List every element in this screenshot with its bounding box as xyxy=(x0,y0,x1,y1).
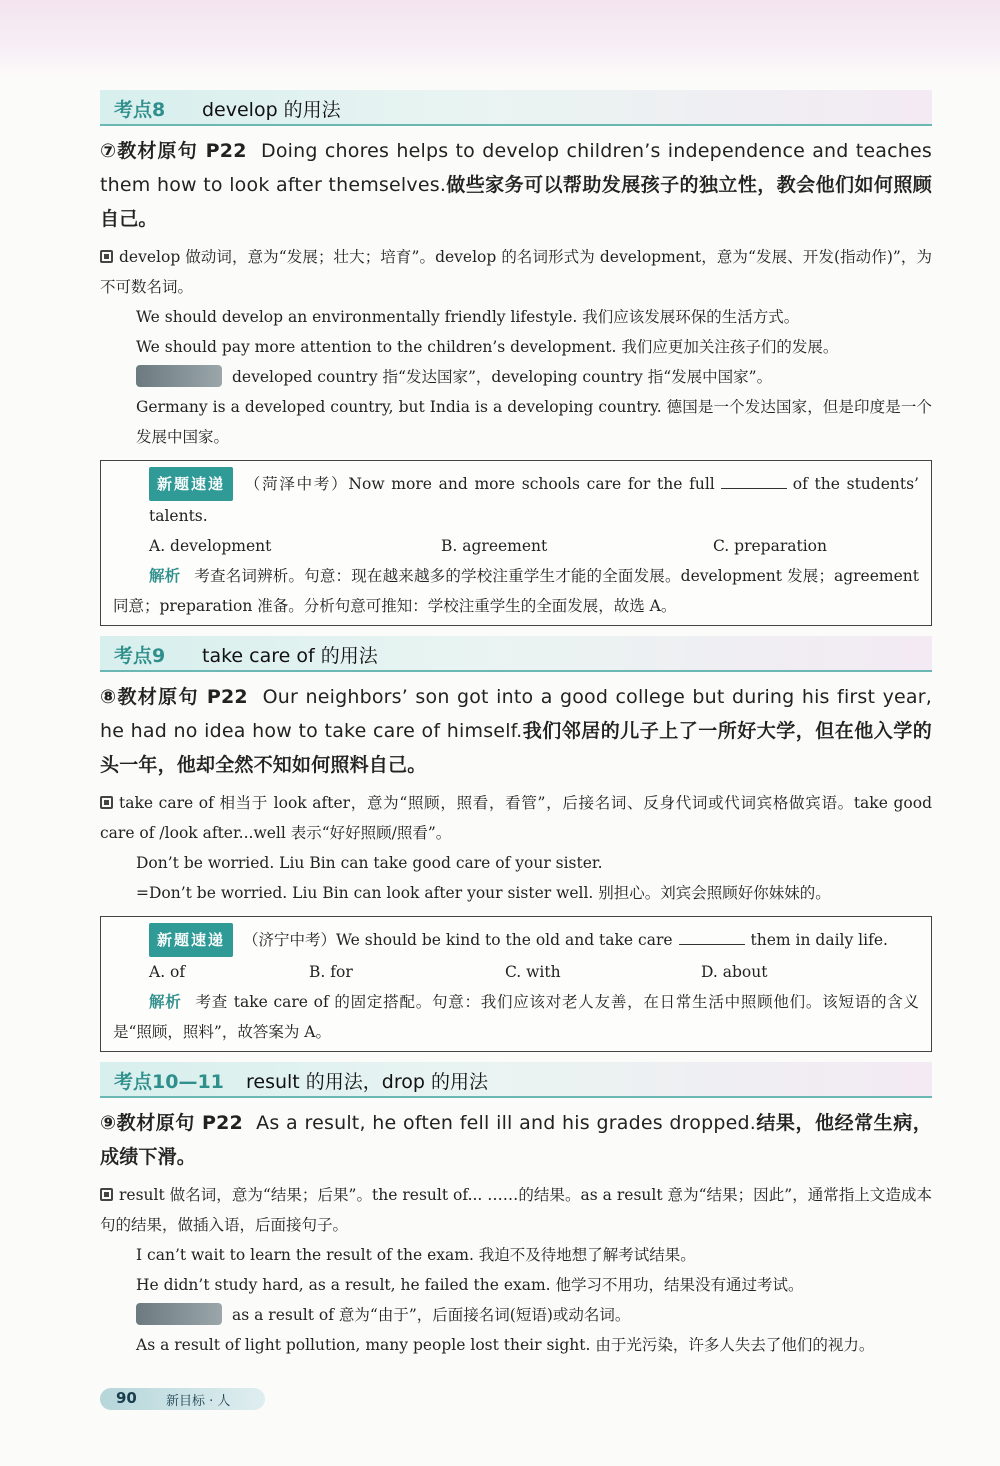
note-paragraph xyxy=(100,1180,932,1240)
page-footer xyxy=(100,1388,265,1410)
exercise-question xyxy=(113,923,919,957)
exercise-tag: 新题速递 xyxy=(149,467,233,501)
section-number: 考点10—11 xyxy=(114,1071,224,1093)
original-sentence xyxy=(100,1106,932,1174)
original-chinese: 结果，他经常生病，成绩下滑。 xyxy=(100,1112,932,1168)
explanation xyxy=(113,561,919,621)
question-text-2: of the students’ talents. xyxy=(149,475,919,525)
original-label: ⑨教材原句 P22 xyxy=(100,1112,243,1134)
original-label: ⑧教材原句 P22 xyxy=(100,686,248,708)
option-b[interactable]: B. agreement xyxy=(441,537,548,555)
extension-note xyxy=(100,362,932,392)
question-text-1: （济宁中考）We should be kind to the old and take care xyxy=(243,931,673,949)
original-english: Doing chores helps to develop children’s independence and teaches them how to look after themselves. xyxy=(100,140,932,196)
section-title: take care of 的用法 xyxy=(202,645,378,667)
original-chinese: 我们邻居的儿子上了一所好大学，但在他入学的头一年，他却全然不知如何照料自己。 xyxy=(100,720,932,776)
answer-blank[interactable] xyxy=(679,930,745,945)
extension-text: developed country 指“发达国家”，developing country 指“发展中国家”。 xyxy=(232,368,773,386)
original-sentence xyxy=(100,134,932,236)
example-sentence: We should pay more attention to the children’s development. 我们应更加关注孩子们的发展。 xyxy=(136,338,839,356)
original-english: Our neighbors’ son got into a good college but during his first year, he had no idea how to take care of himself. xyxy=(100,686,933,742)
note-icon xyxy=(100,250,113,263)
original-chinese: 做些家务可以帮助发展孩子的独立性，教会他们如何照顾自己。 xyxy=(100,174,932,230)
section-title: result 的用法，drop 的用法 xyxy=(246,1071,488,1093)
section-number: 考点8 xyxy=(114,99,166,121)
extension-text: as a result of 意为“由于”，后面接名词(短语)或动名词。 xyxy=(232,1306,631,1324)
section-title: develop 的用法 xyxy=(202,99,341,121)
original-sentence xyxy=(100,680,932,782)
explanation-label: 解析 xyxy=(149,993,182,1011)
explanation-label: 解析 xyxy=(149,567,181,585)
option-d[interactable]: D. about xyxy=(701,963,768,981)
explanation xyxy=(113,987,919,1047)
example-sentence: As a result of light pollution, many people lost their sight. 由于光污染，许多人失去了他们的视力。 xyxy=(136,1336,875,1354)
exercise-question xyxy=(113,467,919,531)
options-row xyxy=(113,531,919,561)
note-text: develop 做动词，意为“发展；壮大；培育”。develop 的名词形式为 development，意为“发展、开发(指动作)”，为不可数名词。 xyxy=(100,248,932,296)
option-a[interactable]: A. of xyxy=(149,963,186,981)
option-b[interactable]: B. for xyxy=(309,963,353,981)
example-sentence: I can’t wait to learn the result of the exam. 我迫不及待地想了解考试结果。 xyxy=(136,1246,696,1264)
exercise-box xyxy=(100,460,932,626)
example-sentence: Don’t be worried. Liu Bin can take good care of your sister. xyxy=(136,854,603,872)
note-paragraph xyxy=(100,788,932,848)
extension-tag-icon xyxy=(136,1303,222,1325)
page-number: 90 xyxy=(116,1389,137,1407)
top-decoration xyxy=(0,0,1000,78)
note-text: take care of 相当于 look after，意为“照顾，照看，看管”，后接名词、反身代词或代词宾格做宾语。take good care of /look after...well 表示“好好照顾/照看”。 xyxy=(100,794,932,842)
example-sentence: We should develop an environmentally friendly lifestyle. 我们应该发展环保的生活方式。 xyxy=(136,308,800,326)
note-text: result 做名词，意为“结果；后果”。the result of... ……的结果。as a result 意为“结果；因此”，通常指上文造成本句的结果，做插入语，后面接句子。 xyxy=(100,1186,932,1234)
section-header-10-11 xyxy=(100,1062,932,1098)
extension-note xyxy=(100,1300,932,1330)
example-sentence: =Don’t be worried. Liu Bin can look after your sister well. 别担心。刘宾会照顾好你妹妹的。 xyxy=(136,884,831,902)
note-icon xyxy=(100,796,113,809)
exercise-tag: 新题速递 xyxy=(149,923,233,957)
original-english: As a result, he often fell ill and his grades dropped. xyxy=(256,1112,757,1134)
question-text-2: them in daily life. xyxy=(750,931,888,949)
options-row xyxy=(113,957,919,987)
option-a[interactable]: A. development xyxy=(149,537,272,555)
question-text-1: （菏泽中考）Now more and more schools care for the full xyxy=(243,475,715,493)
section-header-9 xyxy=(100,636,932,672)
example-sentence: Germany is a developed country, but India is a developing country. 德国是一个发达国家，但是印度是一个发展中国家。 xyxy=(136,398,932,446)
exercise-box xyxy=(100,916,932,1052)
note-paragraph xyxy=(100,242,932,302)
answer-blank[interactable] xyxy=(721,474,787,489)
book-name: 新目标 · 人 xyxy=(166,1394,231,1409)
option-c[interactable]: C. preparation xyxy=(713,537,827,555)
original-label: ⑦教材原句 P22 xyxy=(100,140,247,162)
explanation-text: 考查名词辨析。句意：现在越来越多的学校注重学生才能的全面发展。development 发展；agreement 同意；preparation 准备。分析句意可推知：学校注重学生的全面发展，故选 A。 xyxy=(113,567,919,615)
note-icon xyxy=(100,1188,113,1201)
page-content xyxy=(100,90,932,1360)
explanation-text: 考查 take care of 的固定搭配。句意：我们应该对老人友善，在日常生活中照顾他们。该短语的含义是“照顾，照料”，故答案为 A。 xyxy=(113,993,919,1041)
option-c[interactable]: C. with xyxy=(505,963,561,981)
example-sentence: He didn’t study hard, as a result, he failed the exam. 他学习不用功，结果没有通过考试。 xyxy=(136,1276,804,1294)
section-header-8 xyxy=(100,90,932,126)
section-number: 考点9 xyxy=(114,645,166,667)
extension-tag-icon xyxy=(136,365,222,387)
